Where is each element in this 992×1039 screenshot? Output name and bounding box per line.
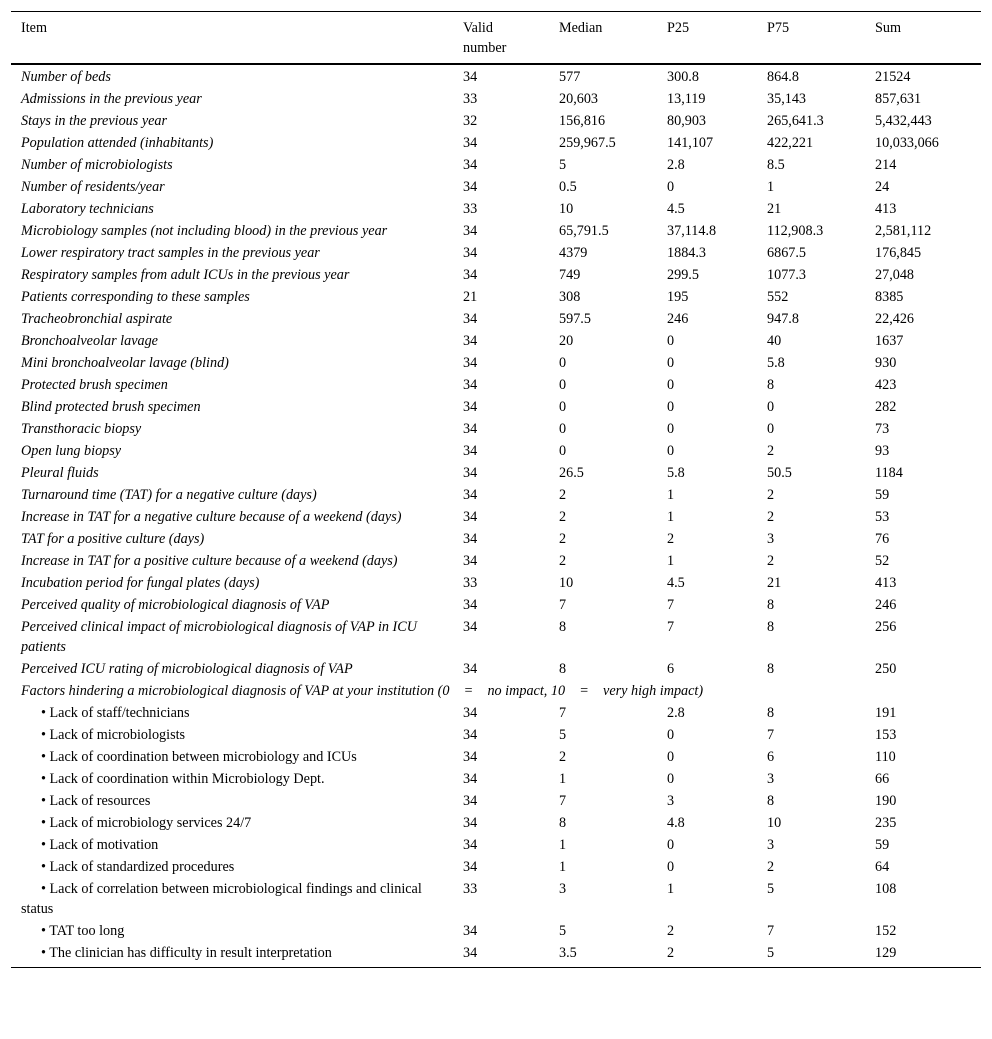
table-row [11,286,981,308]
cell-p75: 7 [767,727,775,743]
cell-p75: 2 [767,443,775,459]
cell-median: 3.5 [549,942,657,968]
factor-text: • Lack of staff/technicians [41,705,190,721]
header-sum: Sum [865,12,981,65]
cell-sum: 10,033,066 [875,135,939,151]
cell-p75: 8 [767,619,775,635]
cell-p75: 265,641.3 [767,113,824,129]
cell-median: 2 [559,531,567,547]
row-label: Number of microbiologists [21,157,173,173]
cell-p25: 2 [657,942,757,968]
table-row [11,64,981,88]
cell-valid: 33 [463,201,478,217]
factor-row [11,812,981,834]
factor-label [11,920,453,942]
cell-p75: 8 [767,793,775,809]
cell-p25: 0 [667,837,675,853]
cell-valid: 34 [463,771,478,787]
cell-valid: 34 [463,793,478,809]
cell-p25: 5.8 [667,465,685,481]
cell-median: 0.5 [559,179,577,195]
cell-sum: 153 [875,727,897,743]
cell-p25: 300.8 [667,69,699,85]
cell-valid: 34 [463,815,478,831]
cell-p75: 3 [767,771,775,787]
cell-sum: 857,631 [875,91,922,107]
cell-p25: 0 [667,421,675,437]
cell-p75: 10 [767,815,782,831]
cell-p75: 0 [767,421,775,437]
cell-valid: 34 [463,619,478,635]
factor-text: • TAT too long [41,923,125,939]
row-label: Transthoracic biopsy [21,421,142,437]
row-label: Stays in the previous year [21,113,168,129]
cell-p25: 2.8 [667,705,685,721]
factor-row [11,942,981,968]
row-label: Number of residents/year [21,179,165,195]
cell-median: 0 [559,443,567,459]
row-label: Incubation period for fungal plates (days) [21,575,260,591]
cell-p75: 947.8 [767,311,799,327]
factor-text: • The clinician has difficulty in result interpretation [41,945,332,961]
cell-sum: 108 [875,881,897,897]
cell-median: 0 [559,399,567,415]
table-row [11,440,981,462]
cell-sum: 1637 [875,333,904,349]
cell-sum: 76 [875,531,890,547]
cell-p25: 0 [667,749,675,765]
cell-p25: 3 [667,793,675,809]
row-label: Mini bronchoalveolar lavage (blind) [21,355,229,371]
cell-p75: 8 [767,661,775,677]
cell-median: 26.5 [559,465,584,481]
cell-valid: 34 [463,267,478,283]
cell-valid: 34 [463,465,478,481]
table-row [11,198,981,220]
cell-p25: 1 [667,509,675,525]
factor-row [11,878,981,920]
factors-section-header: Factors hindering a microbiological diagnosis of VAP at your institution (0 = no impact, 10 = very high impact) [21,683,704,699]
row-label: Open lung biopsy [21,443,122,459]
table-row [11,550,981,572]
cell-sum: 21524 [875,69,911,85]
cell-sum: 930 [875,355,897,371]
cell-valid: 21 [463,289,478,305]
table-row [11,352,981,374]
header-valid-number: Valid number [453,12,549,65]
cell-p75: 6 [767,749,775,765]
factor-label [11,834,453,856]
table-row [11,220,981,242]
cell-p25: 0 [667,443,675,459]
factor-row [11,724,981,746]
row-label: Number of beds [21,69,111,85]
cell-sum: 235 [875,815,897,831]
cell-sum: 190 [875,793,897,809]
cell-sum: 1184 [875,465,903,481]
cell-sum: 413 [875,575,897,591]
cell-p75: 5.8 [767,355,785,371]
cell-p75: 8 [767,597,775,613]
cell-sum: 191 [875,705,897,721]
table-row [11,308,981,330]
table-row [11,418,981,440]
cell-p25: 246 [667,311,689,327]
table-row [11,462,981,484]
header-p75: P75 [757,12,865,65]
factors-section-row [11,680,981,702]
factor-row [11,746,981,768]
row-label: Blind protected brush specimen [21,399,201,415]
factor-row [11,702,981,724]
cell-p25: 0 [667,179,675,195]
cell-median: 20 [559,333,574,349]
cell-sum: 66 [875,771,890,787]
cell-p75: 6867.5 [767,245,807,261]
cell-valid: 33 [463,91,478,107]
cell-valid: 34 [463,223,478,239]
cell-p25: 2 [667,531,675,547]
factor-label [11,942,453,968]
cell-valid: 34 [463,377,478,393]
row-label: Tracheobronchial aspirate [21,311,173,327]
cell-p75: 864.8 [767,69,799,85]
table-row [11,572,981,594]
cell-median: 2 [559,553,567,569]
cell-median: 0 [559,377,567,393]
cell-sum: 24 [875,179,890,195]
cell-valid: 34 [463,661,478,677]
factor-text: • Lack of correlation between microbiological findings and clinical status [21,881,422,917]
cell-p75: 1077.3 [767,267,807,283]
cell-sum: 176,845 [875,245,922,261]
table-row [11,594,981,616]
cell-sum: 5,432,443 [875,113,932,129]
cell-median: 7 [559,705,567,721]
cell-median: 1 [559,837,567,853]
cell-valid: 34 [463,179,478,195]
cell-sum: 282 [875,399,897,415]
table-body [11,64,981,968]
table-row [11,132,981,154]
cell-p25: 4.8 [667,815,685,831]
row-label: Perceived quality of microbiological diagnosis of VAP [21,597,330,613]
cell-p75: 8 [767,377,775,393]
row-label: TAT for a positive culture (days) [21,531,205,547]
table-row [11,88,981,110]
factor-row [11,920,981,942]
factor-label [11,812,453,834]
cell-median: 20,603 [559,91,599,107]
factor-row [11,834,981,856]
cell-p75: 3 [767,531,775,547]
row-label: Increase in TAT for a negative culture because of a weekend (days) [21,509,402,525]
row-label: Microbiology samples (not including blood) in the previous year [21,223,388,239]
factor-label [11,724,453,746]
cell-p75: 21 [767,201,782,217]
row-label: Pleural fluids [21,465,99,481]
cell-median: 10 [559,201,574,217]
cell-p25: 0 [667,355,675,371]
factor-text: • Lack of resources [41,793,151,809]
table-row [11,374,981,396]
cell-sum: 22,426 [875,311,915,327]
factor-row [11,790,981,812]
cell-p25: 0 [667,377,675,393]
factor-text: • Lack of coordination between microbiology and ICUs [41,749,357,765]
row-label: Perceived clinical impact of microbiological diagnosis of VAP in ICU patients [21,619,417,655]
cell-sum: 214 [875,157,897,173]
cell-p75: 5 [767,881,775,897]
factor-text: • Lack of microbiology services 24/7 [41,815,252,831]
cell-p25: 7 [667,619,675,635]
cell-median: 259,967.5 [559,135,616,151]
cell-valid: 33 [463,881,478,897]
cell-p75: 2 [767,553,775,569]
cell-p25: 1884.3 [667,245,707,261]
factor-label [11,856,453,878]
cell-median: 0 [559,355,567,371]
cell-sum: 59 [875,837,890,853]
cell-p75: 8 [767,705,775,721]
cell-p25: 0 [667,727,675,743]
cell-median: 8 [559,815,567,831]
cell-median: 156,816 [559,113,606,129]
cell-valid: 34 [463,69,478,85]
cell-p25: 7 [667,597,675,613]
cell-median: 4379 [559,245,588,261]
table-row [11,484,981,506]
cell-p75: 3 [767,837,775,853]
cell-sum: 110 [875,749,896,765]
row-label: Perceived ICU rating of microbiological diagnosis of VAP [21,661,353,677]
table-row [11,330,981,352]
cell-median: 0 [559,421,567,437]
cell-p25: 0 [667,333,675,349]
cell-valid: 34 [463,923,478,939]
cell-valid: 34 [463,355,478,371]
factor-text: • Lack of standardized procedures [41,859,235,875]
table-row [11,396,981,418]
cell-median: 5 [559,157,567,173]
cell-sum: 2,581,112 [875,223,932,239]
cell-p75: 35,143 [767,91,807,107]
cell-sum: 8385 [875,289,904,305]
cell-valid: 34 [463,705,478,721]
cell-median: 2 [559,749,567,765]
factor-label [11,878,453,920]
cell-p25: 195 [667,289,689,305]
cell-valid: 34 [463,531,478,547]
cell-sum: 256 [875,619,897,635]
table-row [11,506,981,528]
cell-median: 308 [559,289,581,305]
cell-median: 1 [559,859,567,875]
cell-valid: 34 [463,421,478,437]
cell-valid: 34 [463,487,478,503]
row-label: Patients corresponding to these samples [21,289,250,305]
table-row [11,242,981,264]
factor-row [11,856,981,878]
row-label: Protected brush specimen [21,377,168,393]
cell-p75: 112,908.3 [767,223,824,239]
factor-text: • Lack of motivation [41,837,159,853]
table-row [11,658,981,680]
cell-valid: 34 [463,837,478,853]
cell-sum: 64 [875,859,890,875]
header-median: Median [549,12,657,65]
cell-median: 65,791.5 [559,223,609,239]
cell-valid: 34 [463,597,478,613]
cell-valid: 34 [463,245,478,261]
cell-median: 749 [559,267,581,283]
cell-p25: 1 [667,553,675,569]
cell-valid: 34 [463,443,478,459]
row-label: Lower respiratory tract samples in the previous year [21,245,320,261]
cell-median: 577 [559,69,581,85]
row-label: Population attended (inhabitants) [21,135,214,151]
cell-p75: 5 [757,942,865,968]
cell-p25: 299.5 [667,267,699,283]
factor-label [11,702,453,724]
cell-valid: 32 [463,113,478,129]
cell-p75: 21 [767,575,782,591]
table-row [11,176,981,198]
table-row [11,264,981,286]
cell-p25: 80,903 [667,113,707,129]
cell-p25: 2.8 [667,157,685,173]
cell-valid: 34 [463,311,478,327]
cell-p75: 1 [767,179,775,195]
cell-sum: 27,048 [875,267,915,283]
row-label: Laboratory technicians [21,201,154,217]
cell-p25: 13,119 [667,91,706,107]
cell-valid: 34 [463,859,478,875]
cell-median: 7 [559,793,567,809]
cell-median: 7 [559,597,567,613]
statistics-table [11,11,981,968]
factor-row [11,768,981,790]
cell-p25: 2 [667,923,675,939]
cell-p25: 0 [667,399,675,415]
cell-median: 2 [559,509,567,525]
cell-valid: 34 [463,553,478,569]
cell-p75: 8.5 [767,157,785,173]
cell-p25: 141,107 [667,135,714,151]
cell-p75: 552 [767,289,789,305]
factor-label [11,790,453,812]
cell-sum: 53 [875,509,890,525]
factor-text: • Lack of microbiologists [41,727,186,743]
cell-sum: 59 [875,487,890,503]
cell-p75: 2 [767,487,775,503]
cell-p75: 422,221 [767,135,814,151]
factor-label [11,768,453,790]
cell-median: 5 [559,727,567,743]
row-label: Increase in TAT for a positive culture because of a weekend (days) [21,553,398,569]
cell-p25: 6 [667,661,675,677]
cell-median: 10 [559,575,574,591]
cell-valid: 34 [463,749,478,765]
cell-median: 1 [559,771,567,787]
cell-median: 5 [559,923,567,939]
factor-text: • Lack of coordination within Microbiology Dept. [41,771,325,787]
cell-p25: 1 [667,881,675,897]
header-p25: P25 [657,12,757,65]
row-label: Respiratory samples from adult ICUs in the previous year [21,267,350,283]
factor-label [11,746,453,768]
cell-p25: 0 [667,859,675,875]
row-label: Admissions in the previous year [21,91,202,107]
cell-p75: 50.5 [767,465,792,481]
cell-sum: 423 [875,377,897,393]
cell-valid: 34 [463,157,478,173]
cell-sum: 52 [875,553,890,569]
table-row [11,616,981,658]
cell-sum: 246 [875,597,897,613]
cell-sum: 93 [875,443,890,459]
cell-sum: 73 [875,421,890,437]
cell-p25: 0 [667,771,675,787]
cell-p75: 0 [767,399,775,415]
cell-median: 3 [559,881,567,897]
row-label: Turnaround time (TAT) for a negative culture (days) [21,487,317,503]
cell-valid: 34 [453,942,549,968]
cell-p25: 37,114.8 [667,223,717,239]
cell-valid: 34 [463,399,478,415]
cell-median: 8 [559,661,567,677]
cell-p25: 1 [667,487,675,503]
cell-sum: 250 [875,661,897,677]
table-row [11,528,981,550]
cell-sum: 413 [875,201,897,217]
cell-median: 597.5 [559,311,591,327]
cell-median: 8 [559,619,567,635]
cell-p75: 7 [767,923,775,939]
cell-valid: 34 [463,509,478,525]
cell-p25: 4.5 [667,201,685,217]
cell-valid: 34 [463,135,478,151]
cell-valid: 33 [463,575,478,591]
cell-p75: 40 [767,333,782,349]
header-row [11,12,981,65]
cell-p75: 2 [767,509,775,525]
cell-valid: 34 [463,333,478,349]
cell-median: 2 [559,487,567,503]
table-row [11,110,981,132]
table-row [11,154,981,176]
cell-valid: 34 [463,727,478,743]
cell-p75: 2 [767,859,775,875]
cell-p25: 4.5 [667,575,685,591]
cell-sum: 152 [875,923,897,939]
row-label: Bronchoalveolar lavage [21,333,158,349]
header-item: Item [11,12,453,65]
cell-sum: 129 [865,942,981,968]
